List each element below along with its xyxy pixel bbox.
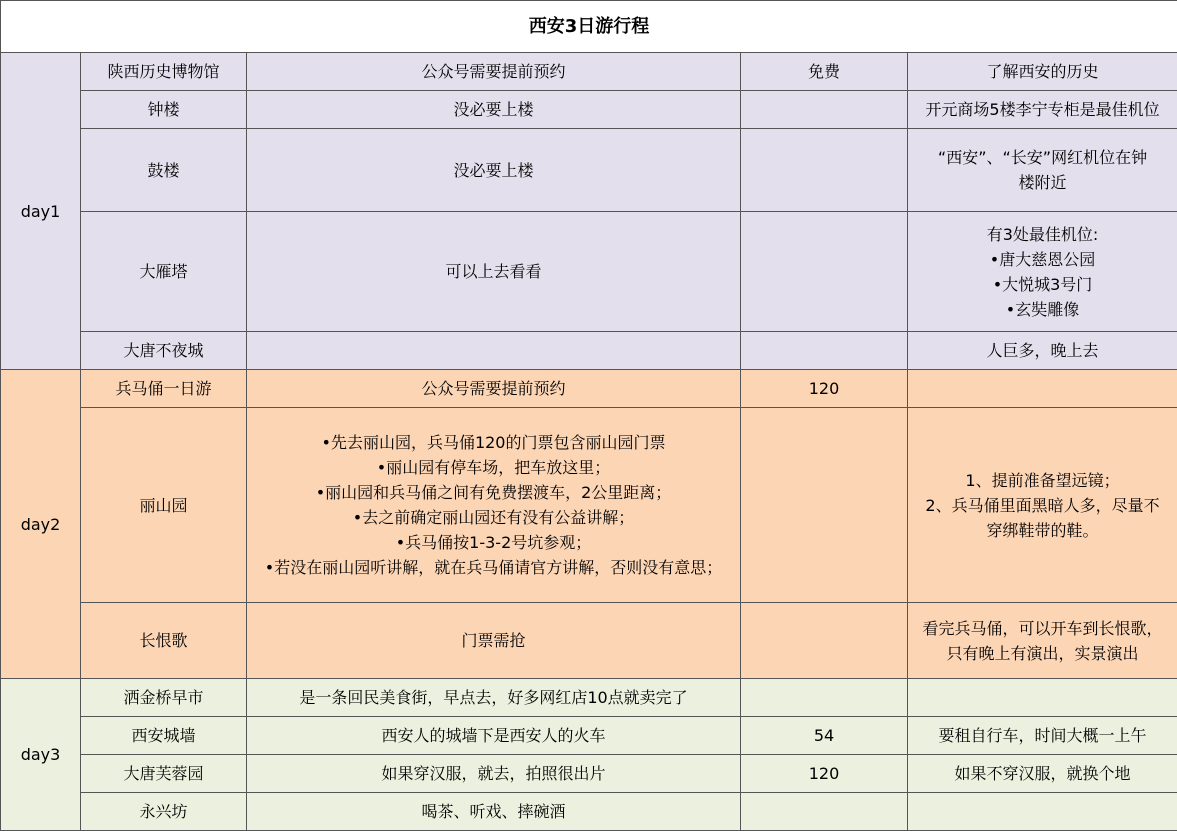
tip-cell bbox=[908, 408, 1177, 603]
note-cell bbox=[247, 408, 741, 603]
note-line: •若没在丽山园听讲解，就在兵马俑请官方讲解，否则没有意思； bbox=[251, 555, 736, 580]
note-line: 门票需抢 bbox=[251, 628, 736, 653]
place-cell: 永兴坊 bbox=[81, 793, 247, 831]
place-cell: 大唐不夜城 bbox=[81, 332, 247, 370]
place-cell: 陕西历史博物馆 bbox=[81, 53, 247, 91]
tip-line: 2、兵马俑里面黑暗人多，尽量不 bbox=[912, 493, 1173, 518]
tip-line: 人巨多，晚上去 bbox=[912, 338, 1173, 363]
price-cell: 54 bbox=[741, 717, 908, 755]
tip-line: “西安”、“长安”网红机位在钟 bbox=[912, 145, 1173, 170]
place-cell: 长恨歌 bbox=[81, 603, 247, 679]
tip-line: 1、提前准备望远镜； bbox=[912, 468, 1173, 493]
note-cell bbox=[247, 370, 741, 408]
price-cell: 120 bbox=[741, 370, 908, 408]
tip-line: 穿绑鞋带的鞋。 bbox=[912, 518, 1173, 543]
note-line: •兵马俑按1-3-2号坑参观； bbox=[251, 530, 736, 555]
note-cell: 没必要上楼 bbox=[247, 91, 741, 129]
note-line: •丽山园和兵马俑之间有免费摆渡车，2公里距离； bbox=[251, 480, 736, 505]
tip-cell: 要租自行车，时间大概一上午 bbox=[908, 717, 1177, 755]
note-cell bbox=[247, 603, 741, 679]
place-cell: 鼓楼 bbox=[81, 129, 247, 212]
note-cell: 可以上去看看 bbox=[247, 212, 741, 332]
place-cell: 洒金桥早市 bbox=[81, 679, 247, 717]
day-label: day2 bbox=[1, 370, 81, 679]
place-cell: 丽山园 bbox=[81, 408, 247, 603]
price-cell: 120 bbox=[741, 755, 908, 793]
tip-cell bbox=[908, 370, 1177, 408]
tip-line: 看完兵马俑，可以开车到长恨歌， bbox=[912, 616, 1173, 641]
price-cell bbox=[741, 129, 908, 212]
day-label: day1 bbox=[1, 53, 81, 370]
note-cell bbox=[247, 332, 741, 370]
price-cell bbox=[741, 679, 908, 717]
place-cell: 钟楼 bbox=[81, 91, 247, 129]
tip-line: 楼附近 bbox=[912, 170, 1173, 195]
tip-cell bbox=[908, 212, 1177, 332]
tip-line: •玄奘雕像 bbox=[912, 297, 1173, 322]
place-cell: 大唐芙蓉园 bbox=[81, 755, 247, 793]
tip-line: •唐大慈恩公园 bbox=[912, 247, 1173, 272]
note-line: •丽山园有停车场，把车放这里； bbox=[251, 455, 736, 480]
tip-cell bbox=[908, 91, 1177, 129]
tip-cell bbox=[908, 793, 1177, 831]
note-cell: 公众号需要提前预约 bbox=[247, 53, 741, 91]
price-cell bbox=[741, 408, 908, 603]
price-cell bbox=[741, 603, 908, 679]
day-label: day3 bbox=[1, 679, 81, 831]
tip-cell: 如果不穿汉服，就换个地 bbox=[908, 755, 1177, 793]
note-line: 公众号需要提前预约 bbox=[251, 376, 736, 401]
tip-cell bbox=[908, 53, 1177, 91]
tip-line: 只有晚上有演出，实景演出 bbox=[912, 641, 1173, 666]
tip-cell bbox=[908, 129, 1177, 212]
tip-line: •大悦城3号门 bbox=[912, 272, 1173, 297]
place-cell: 西安城墙 bbox=[81, 717, 247, 755]
tip-line: 了解西安的历史 bbox=[912, 59, 1173, 84]
place-cell: 大雁塔 bbox=[81, 212, 247, 332]
note-cell: 如果穿汉服，就去，拍照很出片 bbox=[247, 755, 741, 793]
price-cell: 免费 bbox=[741, 53, 908, 91]
price-cell bbox=[741, 793, 908, 831]
tip-line: 开元商场5楼李宁专柜是最佳机位 bbox=[912, 97, 1173, 122]
tip-cell bbox=[908, 679, 1177, 717]
price-cell bbox=[741, 212, 908, 332]
note-cell: 是一条回民美食街，早点去，好多网红店10点就卖完了 bbox=[247, 679, 741, 717]
note-cell: 西安人的城墙下是西安人的火车 bbox=[247, 717, 741, 755]
note-line: •先去丽山园，兵马俑120的门票包含丽山园门票 bbox=[251, 430, 736, 455]
tip-cell bbox=[908, 332, 1177, 370]
price-cell bbox=[741, 332, 908, 370]
note-line: •去之前确定丽山园还有没有公益讲解； bbox=[251, 505, 736, 530]
table-title: 西安3日游行程 bbox=[1, 1, 1177, 53]
tip-line: 有3处最佳机位: bbox=[912, 222, 1173, 247]
price-cell bbox=[741, 91, 908, 129]
note-cell: 没必要上楼 bbox=[247, 129, 741, 212]
tip-cell bbox=[908, 603, 1177, 679]
note-cell: 喝茶、听戏、摔碗酒 bbox=[247, 793, 741, 831]
place-cell: 兵马俑一日游 bbox=[81, 370, 247, 408]
